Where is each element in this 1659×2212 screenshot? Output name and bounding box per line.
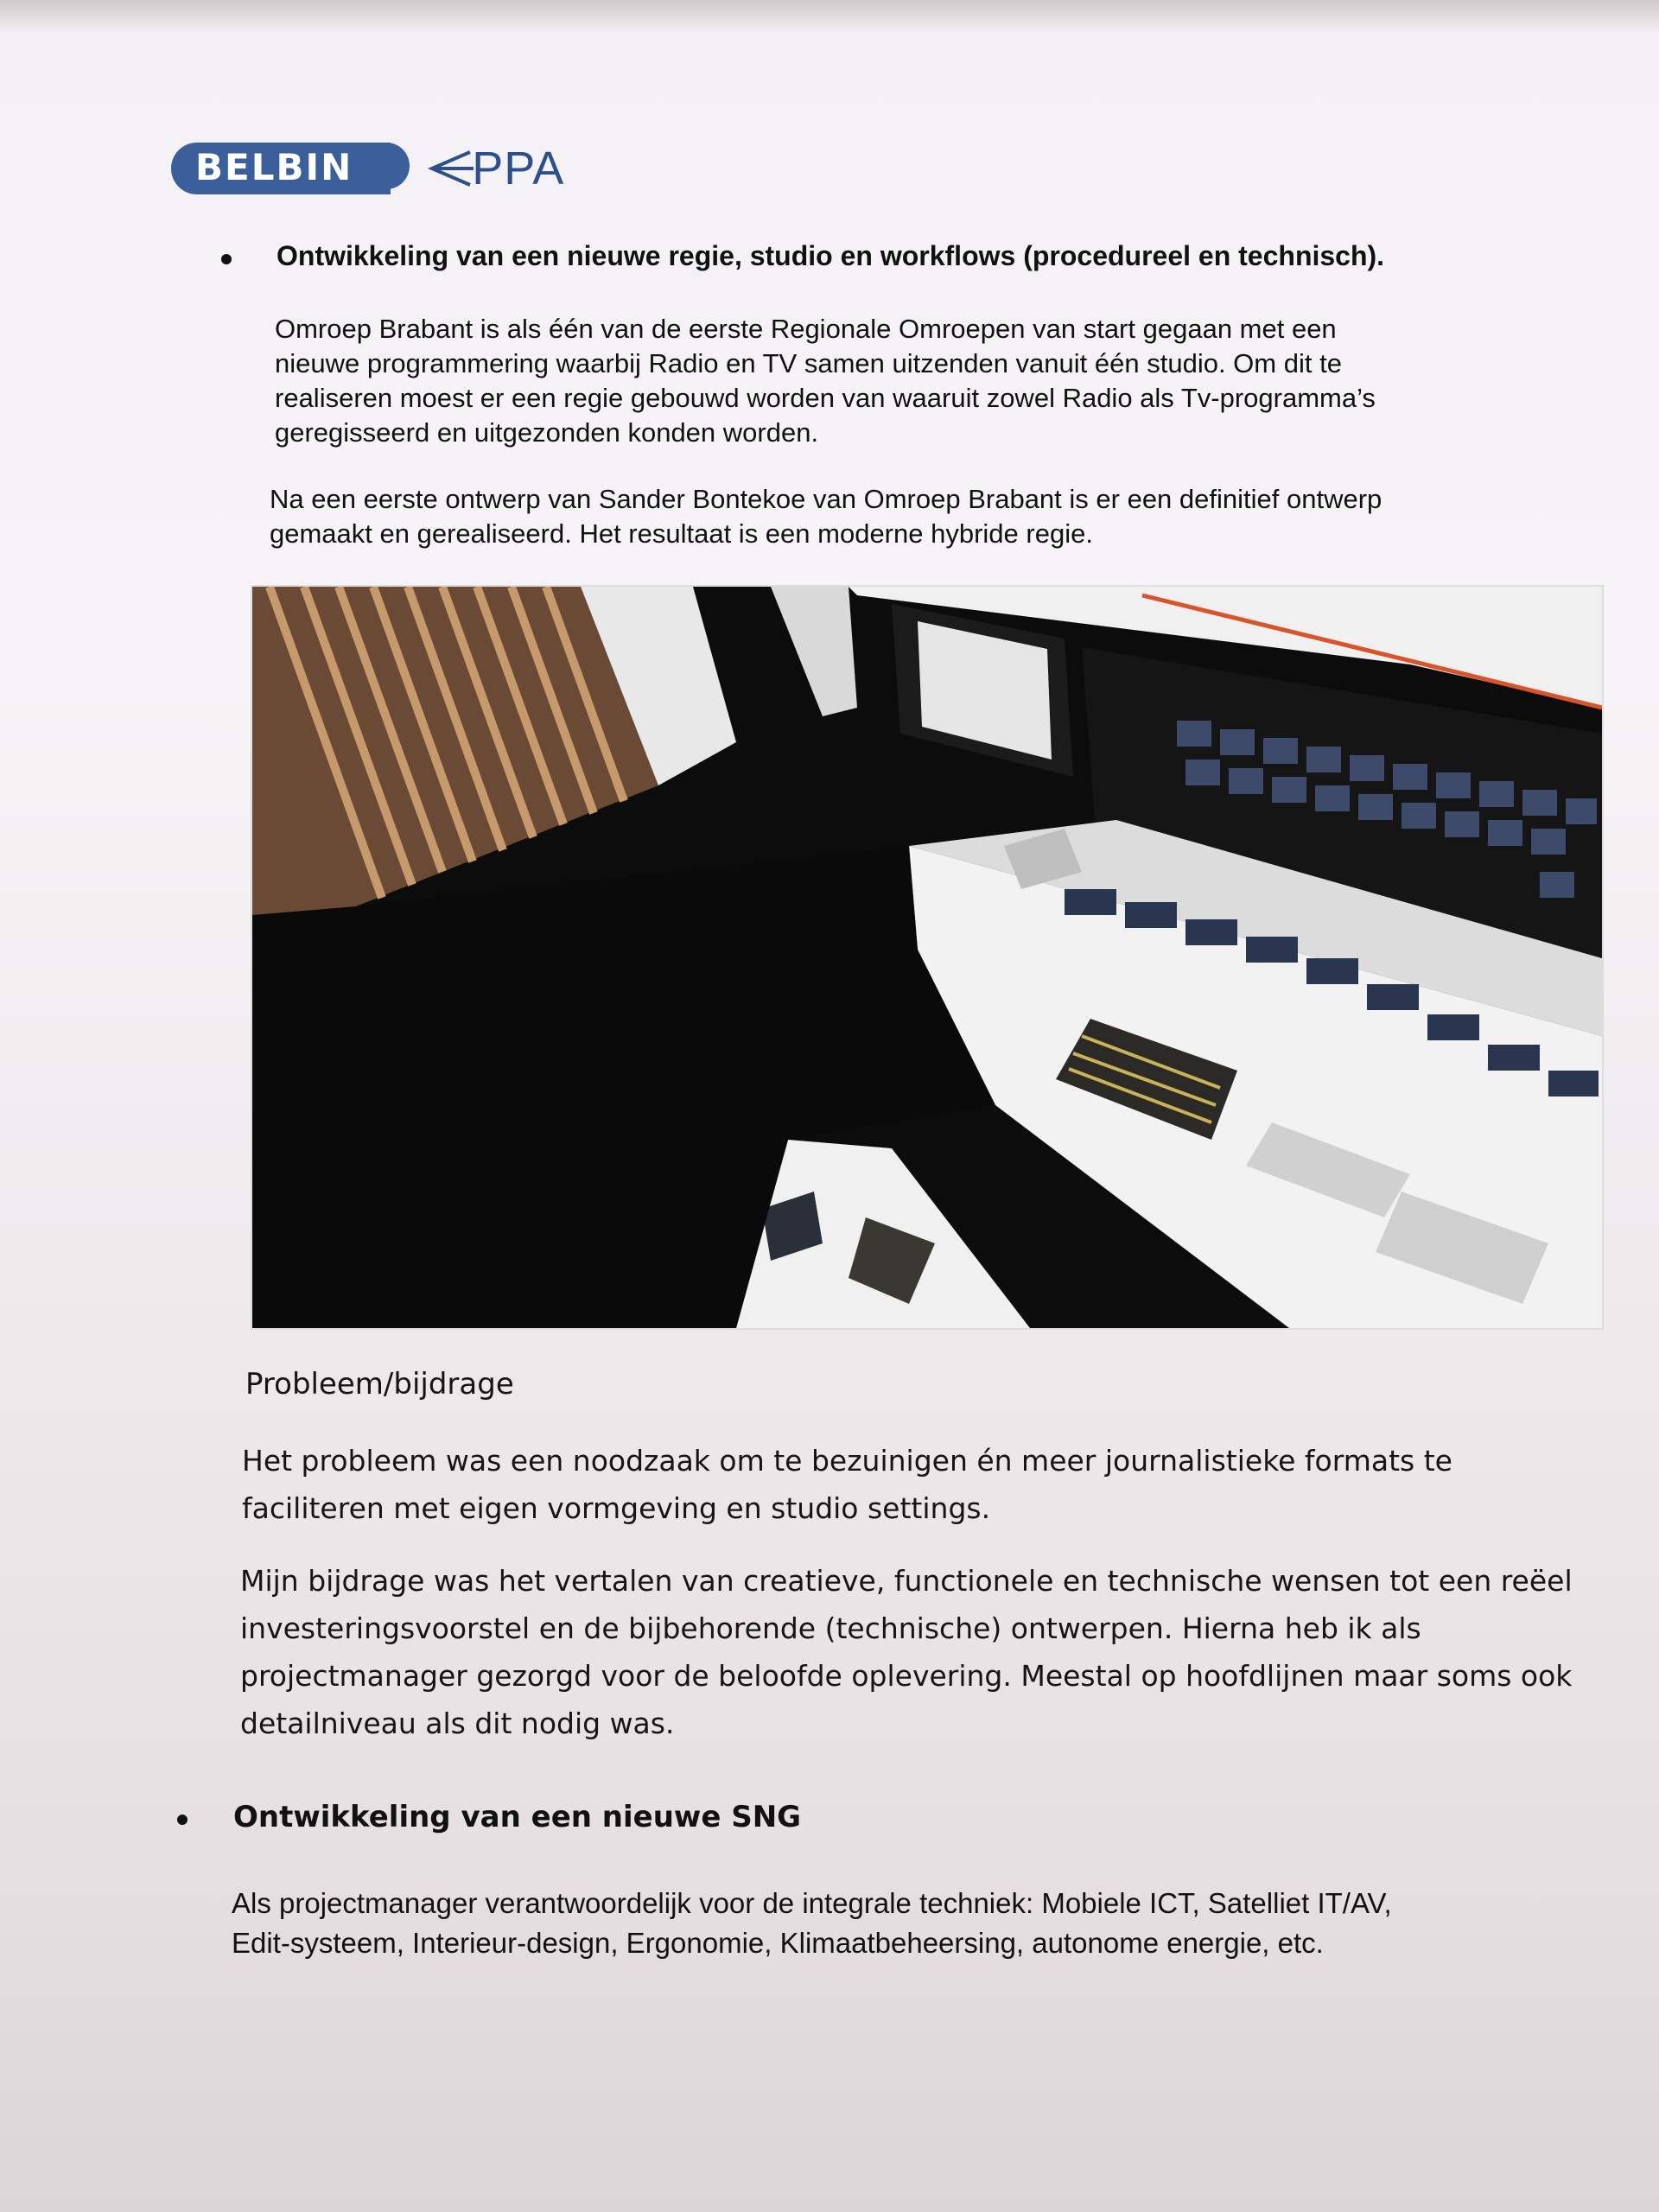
text-line: nieuwe programmering waarbij Radio en TV samen uitzenden vanuit één studio. Om dit te bbox=[275, 348, 1342, 378]
text-line: Het probleem was een noodzaak om te bezuinigen én meer journalistieke formats te bbox=[242, 1444, 1452, 1478]
section1-paragraph3 bbox=[242, 1437, 1452, 1532]
text-line: Edit-systeem, Interieur-design, Ergonomie, Klimaatbeheersing, autonome energie, etc. bbox=[232, 1927, 1324, 1959]
text-line: faciliteren met eigen vormgeving en studio settings. bbox=[242, 1491, 991, 1525]
section2-heading: Ontwikkeling van een nieuwe SNG bbox=[233, 1800, 802, 1834]
appa-arrow-icon bbox=[425, 147, 477, 190]
bullet-2 bbox=[177, 1815, 188, 1825]
text-line: detailniveau als dit nodig was. bbox=[240, 1707, 675, 1740]
bullet-1 bbox=[221, 254, 232, 264]
appa-logo bbox=[425, 142, 564, 195]
appa-logo-text: PPA bbox=[472, 143, 565, 194]
section1-paragraph1 bbox=[275, 312, 1376, 450]
text-line: Als projectmanager verantwoordelijk voor de integrale techniek: Mobiele ICT, Satelliet IT/AV, bbox=[232, 1887, 1392, 1919]
text-line: Na een eerste ontwerp van Sander Bontekoe van Omroep Brabant is er een definitief ontwerp bbox=[270, 484, 1382, 514]
section2-paragraph bbox=[232, 1884, 1392, 1963]
control-room-render-image bbox=[251, 585, 1604, 1330]
header-logo bbox=[171, 138, 564, 199]
belbin-logo: BELBIN bbox=[171, 143, 391, 194]
text-line: Omroep Brabant is als één van de eerste Regionale Omroepen van start gegaan met een bbox=[275, 314, 1337, 344]
section1-paragraph2 bbox=[270, 482, 1382, 551]
problem-contribution-subheading: Probleem/bijdrage bbox=[245, 1367, 514, 1402]
section1-paragraph4 bbox=[240, 1557, 1573, 1747]
text-line: gemaakt en gerealiseerd. Het resultaat is een moderne hybride regie. bbox=[270, 518, 1093, 549]
page-top-shadow bbox=[0, 0, 1659, 35]
section1-heading: Ontwikkeling van een nieuwe regie, studio en workflows (procedureel en technisch). bbox=[276, 240, 1385, 271]
text-line: geregisseerd en uitgezonden konden worden. bbox=[275, 417, 819, 448]
text-line: realiseren moest er een regie gebouwd worden van waaruit zowel Radio als Tv-programma’s bbox=[275, 383, 1376, 413]
text-line: projectmanager gezorgd voor de beloofde oplevering. Meestal op hoofdlijnen maar soms ook bbox=[240, 1659, 1573, 1693]
text-line: Mijn bijdrage was het vertalen van creatieve, functionele en technische wensen tot een reëel bbox=[240, 1564, 1573, 1598]
text-line: investeringsvoorstel en de bijbehorende (technische) ontwerpen. Hierna heb ik als bbox=[240, 1611, 1421, 1645]
control-room-illustration bbox=[252, 587, 1602, 1328]
